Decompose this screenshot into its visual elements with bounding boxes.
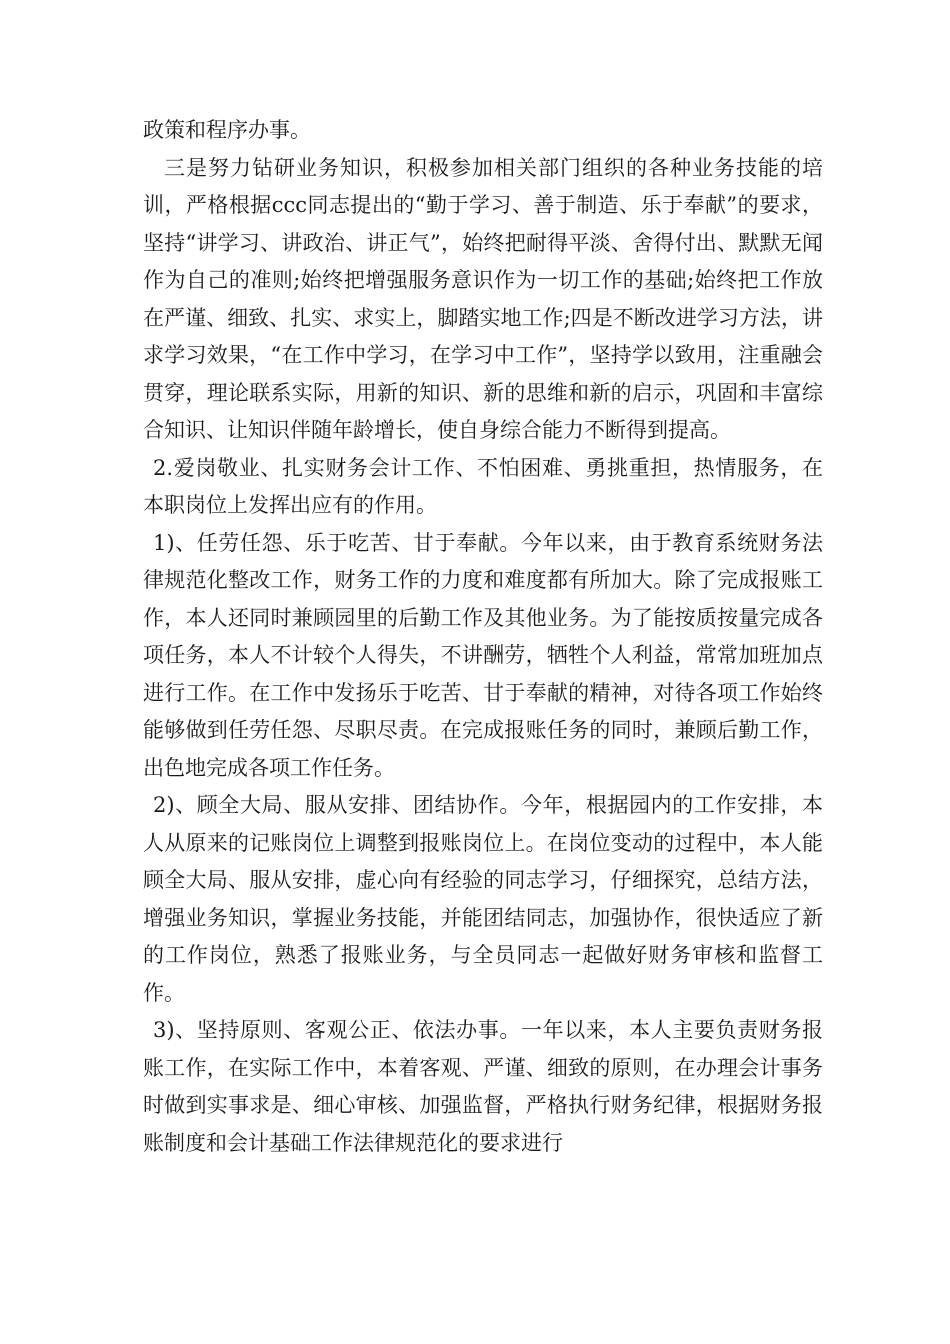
paragraph-continuation: 政策和程序办事。	[143, 118, 311, 142]
paragraph-item-2: 2)、顾全大局、服从安排、团结协作。今年，根据园内的工作安排，本人从原来的记账岗位上调整到报账岗位上。在岗位变动的过程中，本人能顾全大局、服从安排，虚心向有经验的同志学习，仔细探究，总结方法，增强业务知识，掌握业务技能，并能团结同志，加强协作，很快适应了新的工作岗位，熟悉了报账业务，与全员同志一起做好财务审核和监督工作。	[143, 793, 823, 1005]
document-body	[143, 112, 823, 1162]
paragraph-section-2: 2.爱岗敬业、扎实财务会计工作、不怕困难、勇挑重担，热情服务，在本职岗位上发挥出应有的作用。	[143, 455, 823, 517]
paragraph-study: 三是努力钻研业务知识，积极参加相关部门组织的各种业务技能的培训，严格根据ccc同志提出的“勤于学习、善于制造、乐于奉献”的要求，坚持“讲学习、讲政治、讲正气”，始终把耐得平淡、舍得付出、默默无闻作为自己的准则;始终把增强服务意识作为一切工作的基础;始终把工作放在严谨、细致、扎实、求实上，脚踏实地工作;四是不断改进学习方法，讲求学习效果，“在工作中学习，在学习中工作”，坚持学以致用，注重融会贯穿，理论联系实际，用新的知识、新的思维和新的启示，巩固和丰富综合知识、让知识伴随年龄增长，使自身综合能力不断得到提高。	[143, 155, 823, 442]
paragraph-item-1: 1)、任劳任怨、乐于吃苦、甘于奉献。今年以来，由于教育系统财务法律规范化整改工作，财务工作的力度和难度都有所加大。除了完成报账工作，本人还同时兼顾园里的后勤工作及其他业务。为了能按质按量完成各项任务，本人不计较个人得失，不讲酬劳，牺牲个人利益，常常加班加点进行工作。在工作中发扬乐于吃苦、甘于奉献的精神，对待各项工作始终能够做到任劳任怨、尽职尽责。在完成报账任务的同时，兼顾后勤工作，出色地完成各项工作任务。	[143, 530, 823, 780]
paragraph-item-3: 3)、坚持原则、客观公正、依法办事。一年以来，本人主要负责财务报账工作，在实际工作中，本着客观、严谨、细致的原则，在办理会计事务时做到实事求是、细心审核、加强监督，严格执行财务纪律，根据财务报账制度和会计基础工作法律规范化的要求进行	[143, 1018, 823, 1155]
